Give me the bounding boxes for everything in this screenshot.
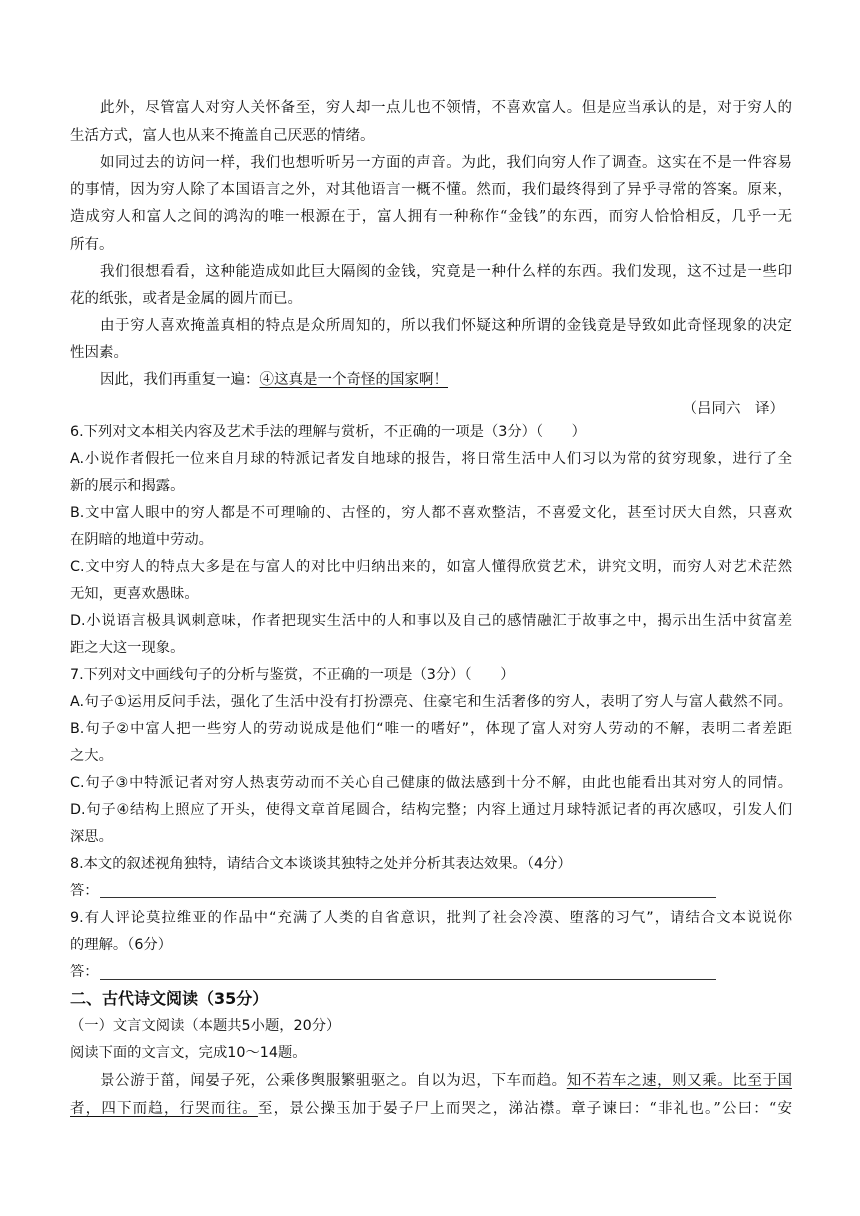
question-6-stem: 6.下列对文本相关内容及艺术手法的理解与赏析，不正确的一项是（3分）（ ） (70, 424, 586, 440)
underlined-sentence-4: ④这真是一个奇怪的国家啊！ (259, 372, 448, 388)
classical-text: 景公游于菑，闻晏子死，公乘侈舆服繁驵驱之。自以为迟，下车而趋。 (100, 1073, 567, 1089)
answer-label: 答： (70, 883, 99, 899)
q6-option-c: C.文中穷人的特点大多是在与富人的对比中归纳出来的，如富人懂得欣赏艺术，讲究文明，而穷人对艺术茫然 (70, 559, 792, 575)
section-title: 二、古代诗文阅读（35分） (70, 989, 269, 1008)
passage-line: 造成穷人和富人之间的鸿沟的唯一根源在于，富人拥有一种称作“金钱”的东西，而穷人恰恰相反，几乎一无 (70, 209, 792, 225)
q6-option-a: 新的展示和揭露。 (70, 478, 185, 494)
q6-option-a: A.小说作者假托一位来自月球的特派记者发自地球的报告，将日常生活中人们习以为常的贫穷现象，进行了全 (70, 451, 792, 467)
q6-option-d: D.小说语言极具讽刺意味，作者把现实生活中的人和事以及自己的感情融汇于故事之中，揭示出生活中贫富差 (70, 613, 792, 629)
q6-option-b: B.文中富人眼中的穷人都是不可理喻的、古怪的，穷人都不喜欢整洁，不喜爱文化，甚至讨厌大自然，只喜欢 (70, 505, 792, 521)
classical-text-line (100, 1071, 792, 1091)
passage-line: 此外，尽管富人对穷人关怀备至，穷人却一点儿也不领情，不喜欢富人。但是应当承认的是，对于穷人的 (100, 100, 792, 116)
passage-text: 因此，我们再重复一遍： (100, 372, 260, 388)
passage-line: 的事情，因为穷人除了本国语言之外，对其他语言一概不懂。然而，我们最终得到了异乎寻常的答案。原来， (70, 182, 792, 198)
translator-credit: （吕同六 译） (682, 401, 784, 417)
answer-label: 答： (70, 964, 99, 980)
passage-line (100, 370, 792, 390)
q7-option-b: 之大。 (70, 748, 113, 764)
question-9-stem: 9.有人评论莫拉维亚的作品中“充满了人类的自省意识，批判了社会冷漠、堕落的习气”，请结合文本说说你 (70, 910, 792, 926)
answer-line[interactable] (100, 897, 716, 898)
q7-option-c: C.句子③中特派记者对穷人热衷劳动而不关心自己健康的做法感到十分不解，由此也能看出其对穷人的同情。 (70, 775, 792, 791)
q7-option-d: D.句子④结构上照应了开头，使得文章首尾圆合，结构完整；内容上通过月球特派记者的再次感叹，引发人们 (70, 802, 792, 818)
question-8-stem: 8.本文的叙述视角独特，请结合文本谈谈其独特之处并分析其表达效果。（4分） (70, 856, 572, 872)
q6-option-b: 在阴暗的地道中劳动。 (70, 532, 213, 548)
classical-text: 至，景公操玉加于晏子尸上而哭之，涕沾襟。章子谏曰：“非礼也。”公曰：“安 (257, 1101, 792, 1117)
classical-text-line (70, 1099, 792, 1119)
section-subtitle: （一）文言文阅读（本题共5小题，20分） (70, 1018, 341, 1034)
passage-line: 我们很想看看，这种能造成如此巨大隔阂的金钱，究竟是一种什么样的东西。我们发现，这不过是一些印 (100, 264, 792, 280)
passage-line: 如同过去的访问一样，我们也想听听另一方面的声音。为此，我们向穷人作了调查。这实在不是一件容易 (100, 155, 792, 171)
question-9-stem: 的理解。（6分） (70, 937, 173, 953)
q7-option-a: A.句子①运用反问手法，强化了生活中没有打扮漂亮、住豪宅和生活奢侈的穷人，表明了穷人与富人截然不同。 (70, 694, 792, 710)
passage-line: 性因素。 (70, 345, 128, 361)
underlined-classical-text: 者，四下而趋，行哭而往。 (70, 1101, 258, 1117)
section-instruction: 阅读下面的文言文，完成10～14题。 (70, 1045, 307, 1061)
q6-option-d: 距之大这一现象。 (70, 640, 185, 656)
question-7-stem: 7.下列对文中画线句子的分析与鉴赏，不正确的一项是（3分）（ ） (70, 667, 515, 683)
underlined-classical-text: 知不若车之速，则又乘。比至于国 (566, 1073, 793, 1089)
passage-line: 所有。 (70, 237, 114, 253)
passage-line: 花的纸张，或者是金属的圆片而已。 (70, 291, 302, 307)
passage-line: 生活方式，富人也从来不掩盖自己厌恶的情绪。 (70, 128, 375, 144)
q7-option-b: B.句子②中富人把一些穷人的劳动说成是他们“唯一的嗜好”，体现了富人对穷人劳动的不解，表明二者差距 (70, 721, 792, 737)
q6-option-c: 无知，更喜欢愚昧。 (70, 586, 199, 602)
q7-option-d: 深思。 (70, 829, 113, 845)
passage-line: 由于穷人喜欢掩盖真相的特点是众所周知的，所以我们怀疑这种所谓的金钱竟是导致如此奇怪现象的决定 (100, 318, 792, 334)
answer-line[interactable] (100, 979, 716, 980)
